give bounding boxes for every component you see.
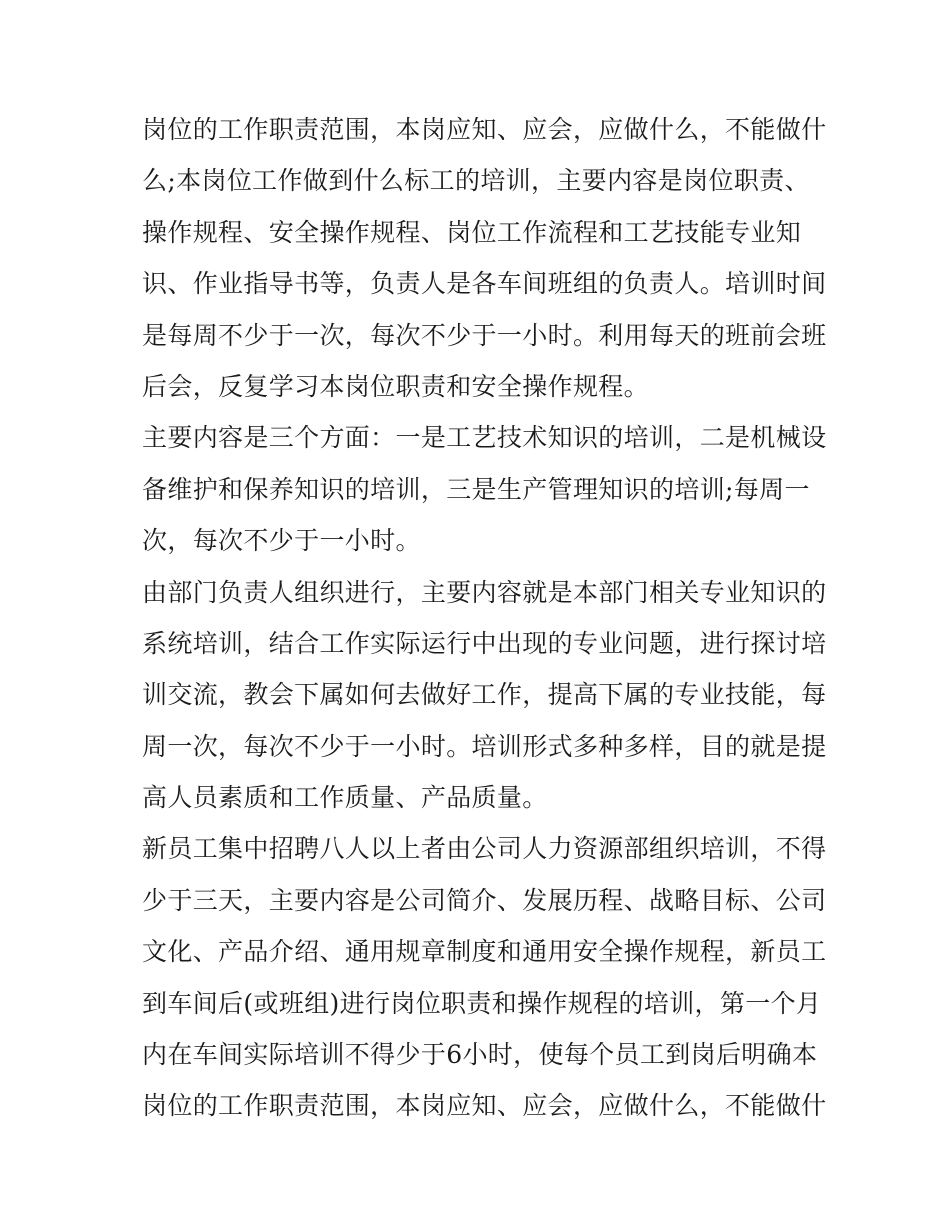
text-line: 文化、产品介绍、通用规章制度和通用安全操作规程，新员工 [142, 937, 827, 967]
text-line: 岗位的工作职责范围，本岗应知、应会，应做什么，不能做什 [142, 1091, 827, 1121]
text-line: 识、作业指导书等，负责人是各车间班组的负责人。培训时间 [142, 269, 827, 299]
text-line: 高人员素质和工作质量、产品质量。 [142, 783, 548, 813]
text-line: 次，每次不少于一小时。 [142, 526, 421, 556]
text-line: 岗位的工作职责范围，本岗应知、应会，应做什么，不能做什 [142, 115, 827, 144]
text-line: 少于三天，主要内容是公司简介、发展历程、战略目标、公司 [142, 885, 827, 915]
text-line: 由部门负责人组织进行，主要内容就是本部门相关专业知识的 [142, 577, 827, 607]
text-line: 系统培训，结合工作实际运行中出现的专业问题，进行探讨培 [142, 628, 827, 658]
text-line: 周一次，每次不少于一小时。培训形式多种多样，目的就是提 [142, 731, 827, 761]
document-body [142, 104, 827, 1132]
text-line: 新员工集中招聘八人以上者由公司人力资源部组织培训，不得 [142, 834, 827, 864]
text-line: 是每周不少于一次，每次不少于一小时。利用每天的班前会班 [142, 320, 827, 350]
text-line: 到车间后(或班组)进行岗位职责和操作规程的培训，第一个月 [142, 988, 822, 1018]
text-line: 内在车间实际培训不得少于6小时，使每个员工到岗后明确本 [142, 1040, 818, 1070]
text-line: 么;本岗位工作做到什么标工的培训，主要内容是岗位职责、 [142, 166, 810, 196]
text-line: 训交流，教会下属如何去做好工作，提高下属的专业技能，每 [142, 680, 827, 710]
text-line: 后会，反复学习本岗位职责和安全操作规程。 [142, 371, 650, 401]
text-line: 主要内容是三个方面：一是工艺技术知识的培训，二是机械设 [142, 423, 827, 453]
text-line: 操作规程、安全操作规程、岗位工作流程和工艺技能专业知 [142, 217, 802, 247]
text-line: 备维护和保养知识的培训，三是生产管理知识的培训;每周一 [142, 474, 810, 504]
